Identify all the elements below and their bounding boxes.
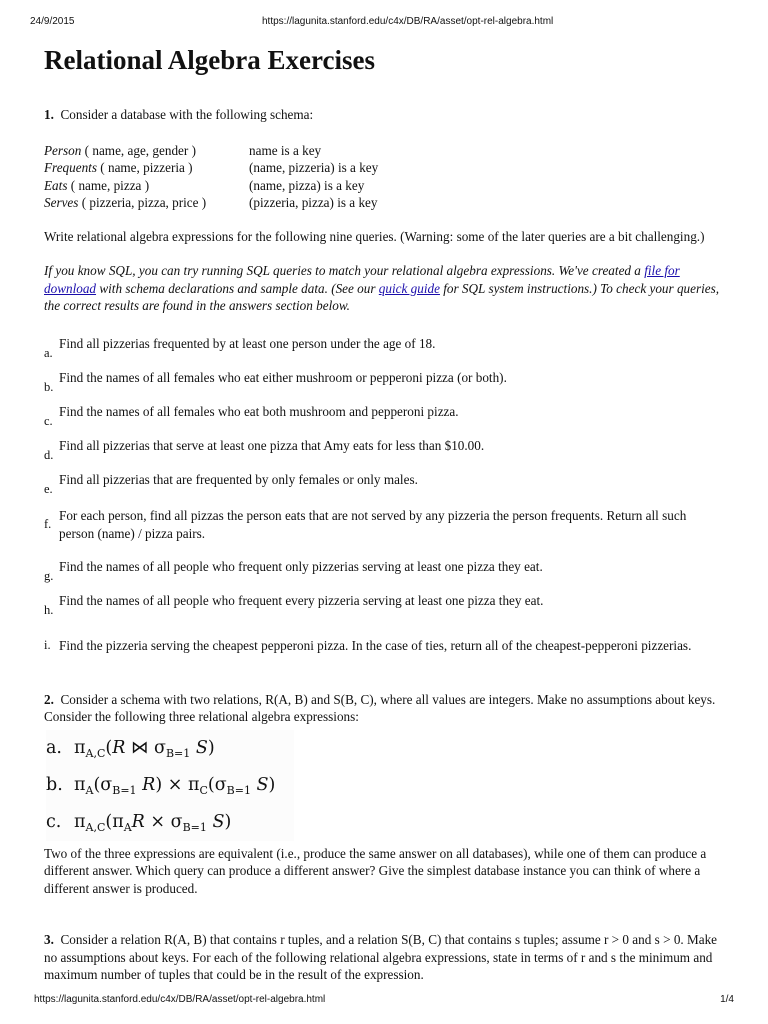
query-text: Find all pizzerias that serve at least one pizza that Amy eats for less than $10.00. [59, 438, 485, 453]
relation-attributes: ( pizzeria, pizza, price ) [78, 195, 207, 210]
relation-attributes: ( name, age, gender ) [81, 142, 196, 158]
schema-relation [44, 194, 249, 212]
expressions-image [46, 730, 294, 841]
query-letter: g. [44, 568, 54, 583]
relation-attributes: ( name, pizzeria ) [96, 160, 193, 175]
query-text: For each person, find all pizzas the person eats that are not served by any pizzeria the person frequents. Return all such person (name) / pizza pairs. [59, 508, 687, 541]
query-item [44, 463, 724, 497]
query-letter: f. [44, 517, 52, 531]
sql-note [44, 262, 724, 315]
relation-name: Frequents [44, 160, 97, 175]
footer-url: https://lagunita.stanford.edu/c4x/DB/RA/asset/opt-rel-algebra.html [34, 994, 326, 1005]
question-number: 3. [44, 932, 54, 947]
query-item [44, 327, 724, 361]
query-text: Find the pizzeria serving the cheapest pepperoni pizza. In the case of ties, return all of the cheapest-pepperoni pizzerias. [59, 637, 692, 653]
page-count: 1/4 [720, 994, 734, 1005]
question-number: 1. [44, 107, 54, 122]
relation-name: Eats [44, 177, 68, 193]
query-text: Find the names of all females who eat both mushroom and pepperoni pizza. [59, 404, 459, 419]
file-download-link[interactable]: file for download [44, 263, 680, 296]
query-letter: c. [44, 413, 53, 428]
print-header [30, 16, 738, 30]
query-list [44, 327, 724, 671]
expression-a: a. $\pi_{A,C}(R$ ⋈ $\sigma_{B=1}$ S) [46, 730, 294, 767]
query-item [44, 550, 724, 584]
schema-key: (pizzeria, pizza) is a key [249, 195, 378, 210]
schema-row [44, 194, 378, 212]
query-text: Find the names of all people who frequent every pizzeria serving at least one pizza they eat. [59, 593, 544, 608]
question-2-followup: Two of the three expressions are equivalent (i.e., produce the same answer on all databases), while one of them can produce a different answer. Which query can produce a different answer? Give the simplest database instance you can think of where a different answer is produced. [44, 845, 707, 896]
query-item [44, 500, 724, 550]
query-item [44, 621, 724, 671]
query-item [44, 584, 724, 618]
schema-table [44, 142, 378, 212]
query-letter: d. [44, 447, 54, 462]
relation-name: Person [44, 142, 82, 158]
query-letter: h. [44, 602, 54, 617]
note-text: for SQL system instructions.) To check your queries, the correct results are found in the answers section below. [44, 280, 720, 313]
relation-attributes: ( name, pizza ) [67, 177, 150, 193]
question-text: Consider a relation R(A, B) that contains r tuples, and a relation S(B, C) that contains s tuples; assume r > 0 and s > 0. Make no assumptions about keys. For each of the following relational algebra expressions, state in terms of r and s the minimum and maximum number of tuples that could be in the result of the expression. [44, 932, 718, 982]
query-letter: a. [44, 345, 53, 360]
schema-key: (name, pizzeria) is a key [249, 160, 379, 175]
question-1-intro [44, 106, 724, 124]
print-footer [34, 994, 734, 1008]
expression-b: b. $\pi_A(\sigma_{B=1}$ $R) \times \pi_C(\sigma_{B=1}$ S) [46, 767, 294, 804]
query-text: Find all pizzerias that are frequented by only females or only males. [59, 472, 418, 487]
expression-label: c. [46, 811, 62, 832]
query-letter: b. [44, 379, 54, 394]
query-text: Find all pizzerias frequented by at least one person under the age of 18. [59, 336, 436, 351]
query-text: Find the names of all females who eat either mushroom or pepperoni pizza (or both). [59, 370, 507, 385]
expression-label: a. [46, 737, 62, 758]
document-content [44, 40, 724, 984]
note-text: with schema declarations and sample data. (See our [96, 280, 379, 296]
query-text: Find the names of all people who frequent only pizzerias serving at least one pizza they eat. [59, 559, 543, 574]
note-text: If you know SQL, you can try running SQL queries to match your relational algebra expressions. We've created a [44, 263, 645, 278]
print-url: https://lagunita.stanford.edu/c4x/DB/RA/asset/opt-rel-algebra.html [262, 16, 554, 27]
question-text: Consider a schema with two relations, R(A, B) and S(B, C), where all values are integers. Make no assumptions about keys. Consider the following three relational algebra expressions: [44, 691, 716, 724]
schema-row [44, 177, 378, 195]
schema-relation [44, 177, 249, 195]
schema-row [44, 142, 378, 160]
schema-key: (name, pizza) is a key [249, 177, 365, 193]
relation-name: Serves [44, 195, 79, 210]
quick-guide-link[interactable]: quick guide [378, 280, 440, 296]
schema-relation [44, 159, 249, 177]
query-letter: i. [44, 638, 51, 652]
schema-key: name is a key [249, 142, 322, 158]
schema-relation [44, 142, 249, 160]
expression-label: b. [46, 774, 63, 795]
query-item [44, 361, 724, 395]
question-number: 2. [44, 691, 54, 707]
query-letter: e. [44, 481, 53, 496]
schema-row [44, 159, 378, 177]
instructions: Write relational algebra expressions for the following nine queries. (Warning: some of the later queries are a bit challenging.) [44, 228, 705, 244]
query-item [44, 395, 724, 429]
question-text: Consider a database with the following schema: [60, 107, 314, 122]
question-2-intro [44, 691, 724, 726]
question-3-intro [44, 931, 724, 984]
page-title: Relational Algebra Exercises [44, 45, 375, 75]
query-item [44, 429, 724, 463]
expression-c: c. $\pi_{A,C}(\pi_AR \times \sigma_{B=1}$ S) [46, 804, 294, 841]
print-date: 24/9/2015 [30, 16, 75, 27]
